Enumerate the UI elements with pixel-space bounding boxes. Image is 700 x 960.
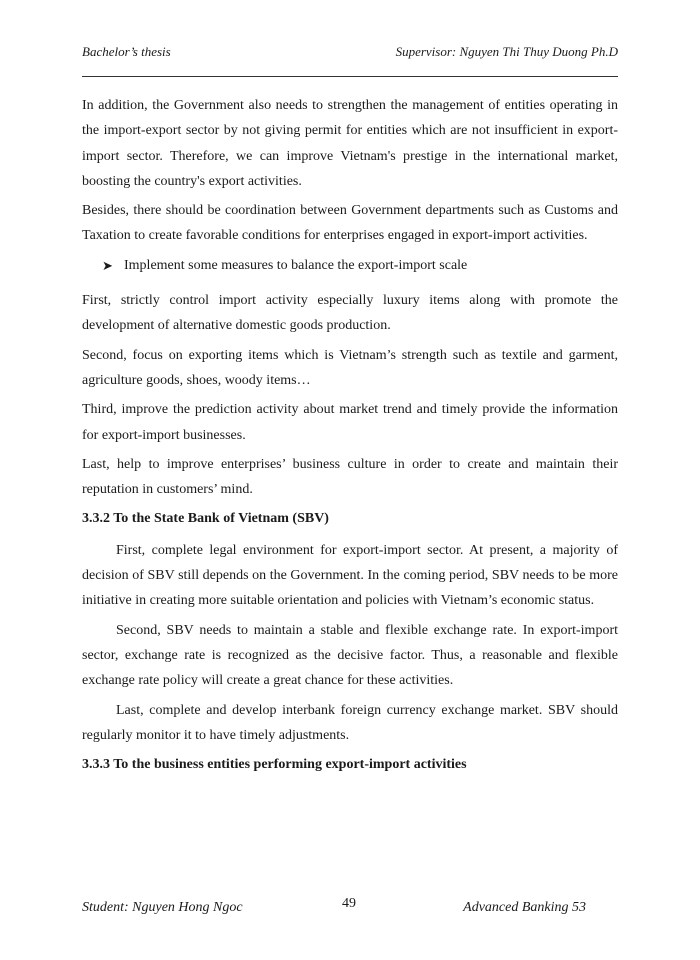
paragraph-sbv-interbank: Last, complete and develop interbank foreign currency exchange market. SBV should regularly monitor it to have timely adjustments. — [82, 702, 618, 743]
arrow-bullet-icon: ➤ — [102, 257, 113, 273]
paragraph-first-measure: First, strictly control import activity especially luxury items along with promote the development of alternative domestic goods production. — [82, 293, 618, 334]
paragraph-government-management: In addition, the Government also needs to strengthen the management of entities operating in the import-export sector by not giving permit for entities which are not insufficient in export-import sector. Therefore, we can improve Vietnam's prestige in the international market, boosting the country's export activities. — [82, 98, 618, 189]
paragraph-last-measure: Last, help to improve enterprises’ business culture in order to create and maintain their reputation in customers’ mind. — [82, 456, 618, 498]
page-body — [82, 93, 618, 783]
footer-program: Advanced Banking 53 — [463, 900, 586, 915]
page-header — [82, 44, 618, 64]
section-heading-business: 3.3.3 To the business entities performing export-import activities — [82, 757, 467, 773]
paragraph-third-measure: Third, improve the prediction activity about market trend and timely provide the information for export-import businesses. — [82, 402, 618, 443]
section-heading-sbv: 3.3.2 To the State Bank of Vietnam (SBV) — [82, 511, 329, 527]
header-supervisor: Supervisor: Nguyen Thi Thuy Duong Ph.D — [395, 44, 618, 59]
paragraph-sbv-legal: First, complete legal environment for export-import sector. At present, a majority of decision of SBV still depends on the Government. In the coming period, SBV needs to be more initiative in creating more suitable orientation and policies with Vietnam’s economic status. — [82, 542, 618, 609]
paragraph-coordination: Besides, there should be coordination between Government departments such as Customs and Taxation to create favorable conditions for enterprises engaged in export-import activities. — [82, 203, 618, 244]
paragraph-second-measure: Second, focus on exporting items which is Vietnam’s strength such as textile and garment, agriculture goods, shoes, woody items… — [82, 347, 618, 388]
bullet-text: Implement some measures to balance the export-import scale — [124, 257, 468, 273]
footer-student: Student: Nguyen Hong Ngoc — [82, 900, 243, 915]
header-divider — [82, 76, 618, 77]
paragraph-sbv-exchange-rate: Second, SBV needs to maintain a stable and flexible exchange rate. In export-import sector, exchange rate is recognized as the decisive factor. Thus, a reasonable and flexible exchange rate policy will create a great chance for these activities. — [82, 622, 618, 689]
header-thesis-label: Bachelor’s thesis — [82, 44, 171, 59]
page-number: 49 — [342, 896, 356, 911]
page-footer — [82, 896, 586, 916]
bullet-item — [102, 253, 618, 278]
